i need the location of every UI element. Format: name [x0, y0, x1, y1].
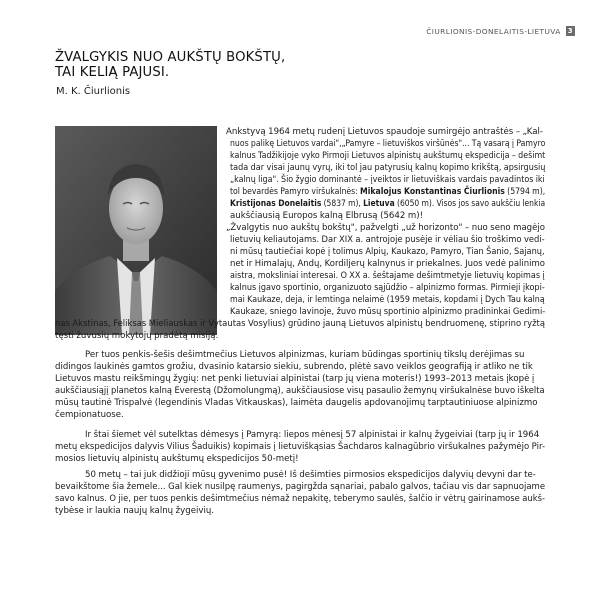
title-line-2: TAI KELIĄ PAJUSI. [55, 65, 170, 80]
body-line: ni mūsų tautiečiai kopė į tolimus Alpių, Kaukazo, Pamyro, Tian Šanio, Sajanų, [230, 247, 545, 257]
body-line: kalnus įgavo sportinio, organizuoto sąjūdžio – alpinizmo formas. Pirmieji įkopi- [230, 283, 545, 293]
article-title [55, 50, 285, 80]
running-head-text: ČIURLIONIS-DONELAITIS-LIETUVA [426, 26, 561, 36]
page-number-marker: 3 [567, 27, 573, 35]
body-line: Kaukaze, sniego lavinoje, žuvo mūsų sportinio alpinizmo pradininkai Gedimi- [230, 307, 546, 317]
body-line: Per tuos penkis-šešis dešimtmečius Lietuvos alpinizmas, kuriam būdingas sportinių tikslų derėjimas su [85, 350, 525, 360]
body-line: aistra, moksliniai interesai. O XX a. šeštajame dešimtmetyje lietuvių kopimas į [230, 271, 545, 281]
body-line: kalnus Tadžikijoje vyko Pirmoji Lietuvos alpinistų aukštumų ekspedicija – dešimt [230, 151, 546, 161]
body-line: mai Kaukaze, deja, ir lemtinga nelaimė (1959 metais, kopdami į Dych Tau kalną [230, 295, 545, 305]
body-line: aukščiausiąjį planetos kalną Everestą (Džomolungmą), aukščiausiose visų pasaulio žemynų viršukalnėse buvo iškelta [55, 386, 545, 396]
body-line: Ir štai šiemet vėl sutelktas dėmesys į Pamyrą: liepos mėnesį 57 alpinistai ir kalnų žygeiviai (tarp jų ir 1964 [85, 430, 540, 440]
body-line: 50 metų – tai juk didžioji mūsų gyvenimo pusė! Iš dešimties pirmosios ekspedicijos dalyvių devyni dar te- [85, 470, 536, 480]
body-line: mosios lietuvių alpinistų aukštumų ekspedicijos 50-metį! [55, 454, 299, 464]
body-line: „kalnų liga". Šio žygio dominantė – įveiktos ir lietuviškais vardais pavadintos iki [230, 175, 545, 185]
peak-name: Mikalojus Konstantinas Čiurlionis [360, 187, 505, 197]
body-line [230, 186, 545, 198]
body-line: čempionatuose. [55, 410, 124, 420]
body-line: net ir Himalajų, Andų, Kordiljerų kalnynus ir priekalnes. Juos vedė palinimo [230, 259, 545, 269]
body-text: (5794 m), [504, 187, 546, 197]
body-text: (5837 m), [321, 199, 364, 209]
running-head [426, 25, 575, 37]
body-text: tol bevardės Pamyro viršukalnės: [230, 187, 361, 197]
body-line: tęsti žuvusių mokytojų pradėtą misiją. [55, 331, 219, 341]
body-line: bevaikštome šia žemele... Gal kiek nusilpę raumenys, pagirgžda sąnariai, pabalo galvos, tačiau vis dar sapnuojame [55, 482, 546, 492]
peak-name: Lietuva [363, 199, 395, 209]
body-line: Ankstyvą 1964 metų rudenį Lietuvos spaudoje sumirgėjo antraštės – „Kal- [226, 127, 544, 137]
body-line: Lietuvos mastu reikšmingų žygių: net penki lietuviai alpinistai (tarp jų viena moteris!) 1993–2013 metais įkopė į [55, 374, 535, 384]
body-line [230, 198, 545, 210]
portrait-photo [55, 126, 217, 335]
body-line: savo kalnus. O jie, per tuos penkis dešimtmečius nėmaž nepakitę, teberymo saulės, šalčio ir vėtrų gairinamose aukš- [55, 494, 546, 504]
body-line: „Žvalgytis nuo aukštų bokštų", pažvelgti „už horizonto" – nuo seno magėjo [226, 223, 545, 233]
body-line: lietuvių keliautojams. Dar XIX a. antrojoje pusėje ir vėliau šio troškimo vedi- [230, 235, 545, 245]
body-line: tybėse ir laukia naujų kalnų žygeivių. [55, 506, 215, 516]
body-line: mūsų tautinė Trispalvė (legendinis Vladas Vitkauskas), laimėta daugelis apdovanojimų tarptautiniuose alpinizmo [55, 398, 538, 408]
portrait-photo-graphic [55, 126, 217, 335]
body-line: didingos laukinės gamtos grožiu, dvasinio katarsio siekiu, subrendo, plėtė savo veiklos geografiją ir atliko ne tik [55, 362, 533, 372]
body-line: nas Akstinas, Feliksas Mieliauskas ir Vytautas Vosylius) grūdino jauną Lietuvos alpinistų bendruomenę, stiprino ryžtą [55, 319, 546, 329]
title-line-1: ŽVALGYKIS NUO AUKŠTŲ BOKŠTŲ, [55, 50, 286, 65]
body-text: (6050 m). Visos jos savo aukščiu lenkia [394, 199, 546, 209]
body-line: aukščiausią Europos kalną Elbrusą (5642 m)! [230, 211, 424, 221]
peak-name: Kristijonas Donelaitis [230, 199, 322, 209]
body-line: tada dar visai jaunų vyrų, iki tol jau patyrusių kalnų kopimo krikštą, apsirgusių [230, 163, 546, 173]
body-line: metų ekspedicijos dalyvis Vilius Šaduikis) kopimais į lietuviškąsias Šachdaros kalnagūbrio viršukalnes pažymėjo Pir- [55, 442, 546, 452]
author-attribution: M. K. Čiurlionis [56, 86, 131, 97]
body-line: nuos palikę Lietuvos vardai",„Pamyre – lietuviškos viršūnės"... Tą vasarą į Pamyro [230, 139, 546, 149]
